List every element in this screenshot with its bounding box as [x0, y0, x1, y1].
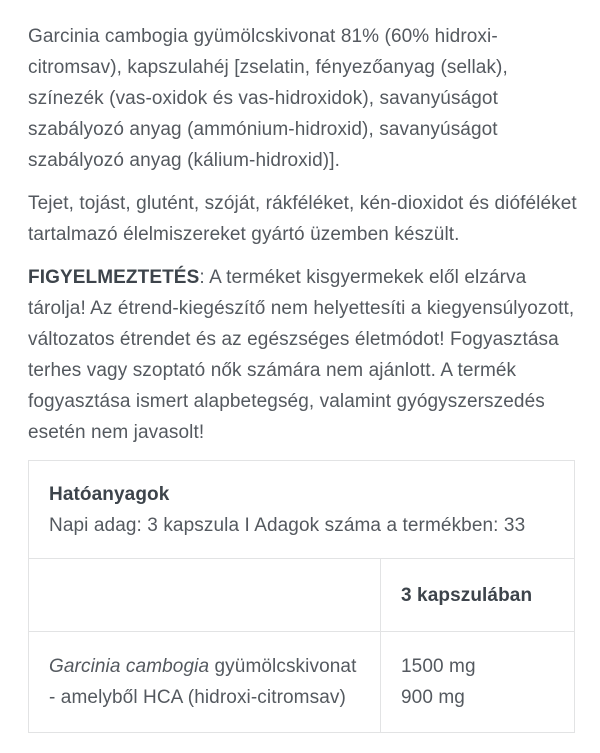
- active-ingredients-table: [28, 460, 575, 733]
- ingredients-paragraph: Garcinia cambogia gyümölcskivonat 81% (60% hidroxi-citromsav), kapszulahéj [zselatin, fényezőanyag (sellak), színezék (vas-oxidok és vas-hidroxidok), savanyúságot szabályozó anyag (ammónium-hidroxid), savanyúságot szabályozó anyag (kálium-hidroxid)].: [28, 26, 508, 171]
- warning-label: FIGYELMEZTETÉS: [28, 267, 200, 288]
- ingredient-amount-line2: 900 mg: [401, 687, 465, 708]
- warning-paragraph: [28, 262, 582, 448]
- ingredient-name-cell: [29, 632, 381, 733]
- amount-column-header-cell: [381, 559, 575, 632]
- amount-column-header: 3 kapszulában: [401, 584, 533, 606]
- empty-header-cell: [29, 559, 381, 632]
- table-row: [29, 632, 575, 733]
- ingredient-amount-line1: 1500 mg: [401, 656, 476, 677]
- allergen-notice-paragraph: Tejet, tojást, glutént, szóját, rákféléket, kén-dioxidot és dióféléket tartalmazó élelmiszereket gyártó üzemben készült.: [28, 193, 577, 245]
- ingredient-latin-name: Garcinia cambogia: [49, 656, 210, 677]
- table-title-cell: [29, 461, 575, 559]
- ingredient-name-line2: - amelyből HCA (hidroxi-citromsav): [49, 687, 346, 708]
- table-column-header-row: [29, 559, 575, 632]
- ingredient-name-rest: gyümölcskivonat: [209, 656, 357, 677]
- table-title-row: [29, 461, 575, 559]
- table-title: Hatóanyagok: [49, 483, 170, 505]
- warning-text: : A terméket kisgyermekek elől elzárva tárolja! Az étrend-kiegészítő nem helyettesíti a kiegyensúlyozott, változatos étrendet és az egészséges életmódot! Fogyasztása terhes vagy szoptató nők számára nem ajánlott. A termék fogyasztása ismert alapbetegség, valamint gyógyszerszedés esetén nem javasolt!: [28, 267, 575, 443]
- ingredient-amount-cell: [381, 632, 575, 733]
- table-subtitle: Napi adag: 3 kapszula I Adagok száma a termékben: 33: [49, 514, 526, 536]
